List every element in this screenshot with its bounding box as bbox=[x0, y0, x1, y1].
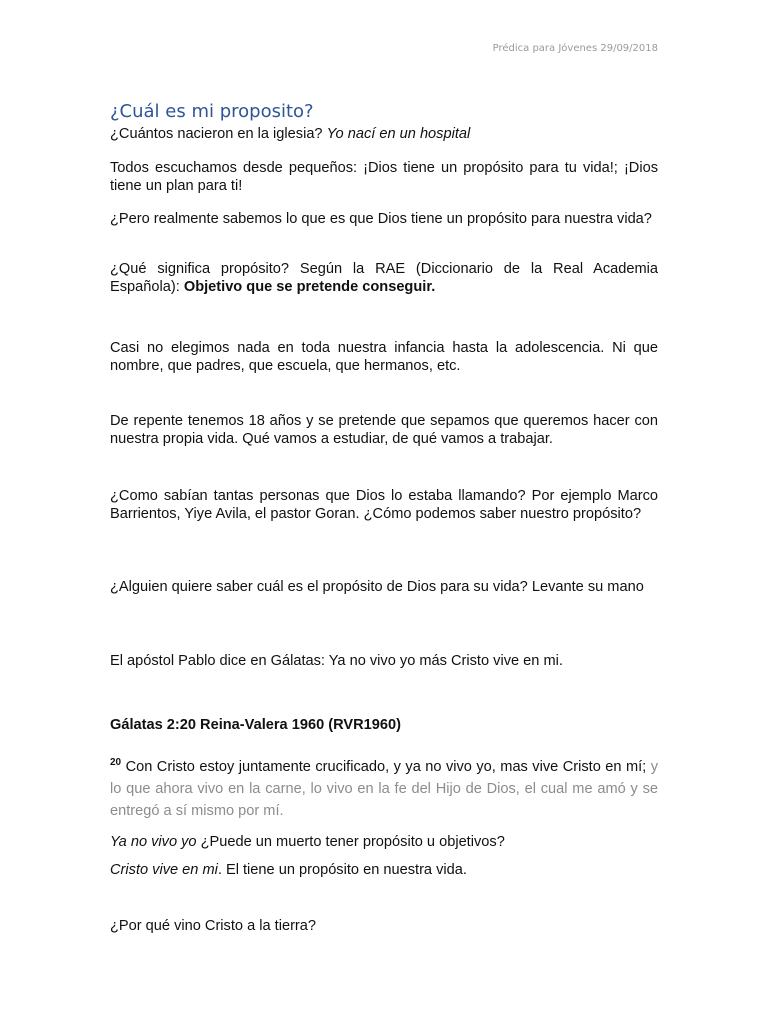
paragraph-childhood: Casi no elegimos nada en toda nuestra infancia hasta la adolescencia. Ni que nombre, que padres, que escuela, que hermanos, etc. bbox=[110, 340, 658, 374]
verse-main-text: Con Cristo estoy juntamente crucificado, y ya no vivo yo, mas vive Cristo en mí; bbox=[121, 759, 647, 775]
paragraph-why-christ: ¿Por qué vino Cristo a la tierra? bbox=[110, 918, 317, 934]
verse-number: 20 bbox=[110, 757, 122, 769]
phrase-text: ¿Puede un muerto tener propósito u objetivos? bbox=[196, 834, 505, 850]
verse-grey-text: y lo que ahora vivo en la carne, lo vivo en la fe del Hijo de Dios, el cual me amó y se entregó a sí mismo por mí. bbox=[110, 759, 659, 819]
paragraph-really-know: ¿Pero realmente sabemos lo que es que Dios tiene un propósito para nuestra vida? bbox=[110, 211, 652, 227]
italic-phrase: Cristo vive en mi bbox=[110, 862, 218, 878]
phrase-text: . El tiene un propósito en nuestra vida. bbox=[217, 862, 467, 878]
paragraph-raise-hand: ¿Alguien quiere saber cuál es el propósito de Dios para su vida? Levante su mano bbox=[110, 579, 644, 595]
paragraph-apostle-paul: El apóstol Pablo dice en Gálatas: Ya no vivo yo más Cristo vive en mi. bbox=[110, 653, 563, 669]
verse-reference: Gálatas 2:20 Reina-Valera 1960 (RVR1960) bbox=[110, 717, 401, 733]
document-title: ¿Cuál es mi proposito? bbox=[110, 101, 314, 122]
paragraph-calling-examples: ¿Como sabían tantas personas que Dios lo estaba llamando? Por ejemplo Marco Barrientos, Yiye Avila, el pastor Goran. ¿Cómo podemos saber nuestro propósito? bbox=[110, 488, 658, 522]
verse-quote bbox=[110, 756, 658, 822]
rae-text: ¿Qué significa propósito? Según la RAE (Diccionario de la Real Academia Española): bbox=[110, 261, 658, 295]
paragraph-no-vivo-yo bbox=[110, 833, 658, 851]
answer-text: Yo nací en un hospital bbox=[326, 126, 471, 142]
paragraph-purpose-saying: Todos escuchamos desde pequeños: ¡Dios tiene un propósito para tu vida!; ¡Dios tiene un plan para ti! bbox=[110, 160, 658, 194]
paragraph-18-years: De repente tenemos 18 años y se pretende que sepamos que queremos hacer con nuestra propia vida. Qué vamos a estudiar, de qué vamos a trabajar. bbox=[110, 413, 658, 447]
question-text: ¿Cuántos nacieron en la iglesia? bbox=[110, 126, 323, 142]
paragraph-rae-definition bbox=[110, 260, 658, 296]
page-header: Prédica para Jóvenes 29/09/2018 bbox=[492, 43, 658, 54]
paragraph-cristo-vive bbox=[110, 861, 658, 879]
rae-definition: Objetivo que se pretende conseguir. bbox=[183, 279, 436, 295]
italic-phrase: Ya no vivo yo bbox=[110, 834, 197, 850]
paragraph-birth-question bbox=[110, 125, 658, 143]
